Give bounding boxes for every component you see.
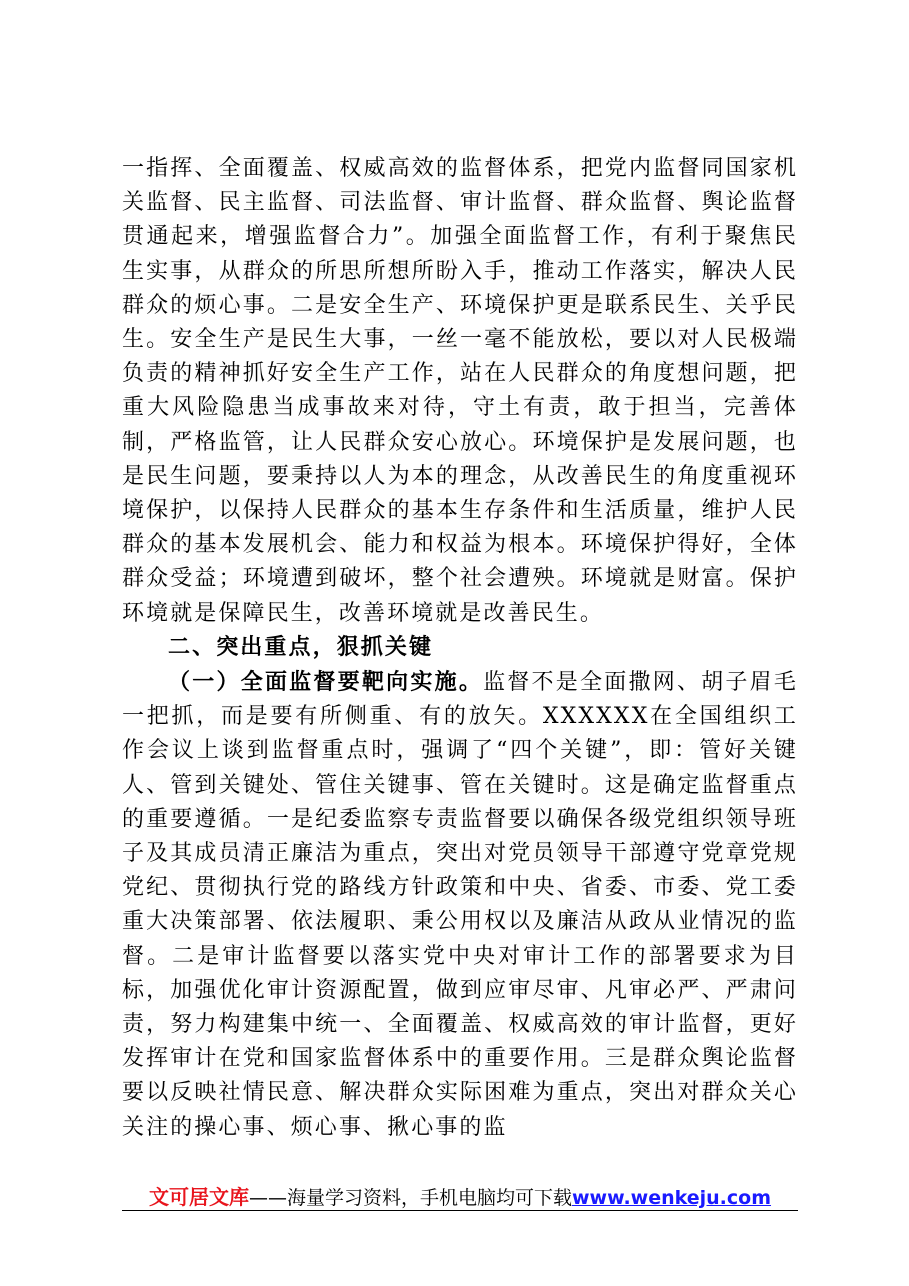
footer-divider bbox=[122, 1210, 798, 1211]
section-heading: 二、突出重点，狠抓关键 bbox=[168, 634, 434, 660]
section-paragraph bbox=[122, 665, 798, 1145]
footer-brand: 文可居文库 bbox=[148, 1185, 249, 1209]
section-paragraph-text: 监督不是全面撒网、胡子眉毛一把抓，而是要有所侧重、有的放矢。XXXXXX在全国组织工作会议上谈到监督重点时，强调了“四个关键”，即：管好关键人、管到关键处、管住关键事、管在关键时。这是确定监督重点的重要遵循。一是纪委监察专责监督要以确保各级党组织领导班子及其成员清正廉洁为重点，突出对党员领导干部遵守党章党规党纪、贯彻执行党的路线方针政策和中央、省委、市委、党工委重大决策部署、依法履职、秉公用权以及廉洁从政从业情况的监督。二是审计监督要以落实党中央对审计工作的部署要求为目标，加强优化审计资源配置，做到应审尽审、凡审必严、严肃问责，努力构建集中统一、全面覆盖、权威高效的审计监督，更好发挥审计在党和国家监督体系中的重要作用。三是群众舆论监督要以反映社情民意、解决群众实际困难为重点，突出对群众关心关注的操心事、烦心事、揪心事的监 bbox=[122, 670, 798, 1140]
footer-website-link[interactable]: www.wenkeju.com bbox=[572, 1187, 772, 1209]
footer-slogan: ——海量学习资料，手机电脑均可下载 bbox=[248, 1187, 572, 1209]
document-body bbox=[122, 152, 798, 1145]
section-subheading: （一）全面监督要靶向实施。 bbox=[168, 669, 484, 696]
footer-line bbox=[122, 1183, 798, 1212]
body-paragraph: 一指挥、全面覆盖、权威高效的监督体系，把党内监督同国家机关监督、民主监督、司法监督、审计监督、群众监督、舆论监督贯通起来，增强监督合力”。加强全面监督工作，有利于聚焦民生实事，从群众的所思所想所盼入手，推动工作落实，解决人民群众的烦心事。二是安全生产、环境保护更是联系民生、关乎民生。安全生产是民生大事，一丝一毫不能放松，要以对人民极端负责的精神抓好安全生产工作，站在人民群众的角度想问题，把重大风险隐患当成事故来对待，守土有责，敢于担当，完善体制，严格监管，让人民群众安心放心。环境保护是发展问题，也是民生问题，要秉持以人为本的理念，从改善民生的角度重视环境保护，以保持人民群众的基本生存条件和生活质量，维护人民群众的基本发展机会、能力和权益为根本。环境保护得好，全体群众受益；环境遭到破坏，整个社会遭殃。环境就是财富。保护环境就是保障民生，改善环境就是改善民生。 bbox=[122, 156, 798, 626]
footer bbox=[122, 1183, 798, 1213]
